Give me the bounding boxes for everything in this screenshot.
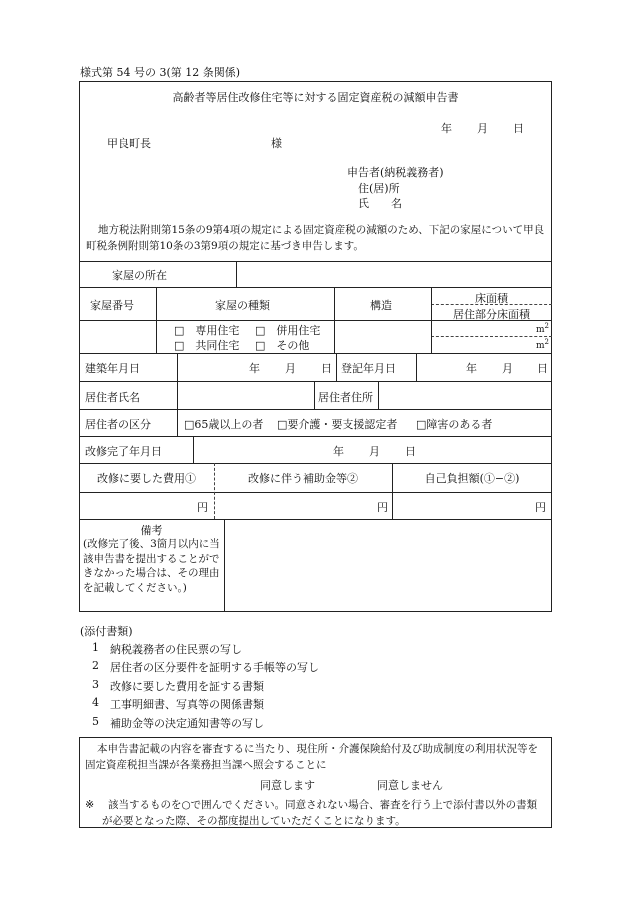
attachment-text: 納税義務者の住民票の写し: [110, 643, 242, 656]
resident-name-label: 居住者氏名: [85, 391, 140, 404]
applicant-name-label: 氏 名: [358, 197, 402, 210]
attachment-num: 1: [92, 641, 99, 654]
structure-label: 構造: [370, 299, 392, 312]
registered-date-month: 月: [502, 362, 513, 375]
consent-note: 該当するものを○で囲んでください。同意されない場合、審査を行う上で添付書以外の書類が必要となった際、その都度提出していただくことになります。: [102, 799, 538, 827]
cost-label: 改修に要した費用①: [97, 472, 196, 485]
date-month: 月: [477, 122, 488, 135]
checkbox-shared-residence[interactable]: □ 共同住宅: [174, 339, 240, 352]
attachment-num: 2: [92, 659, 99, 672]
consent-disagree-option[interactable]: 同意しません: [377, 779, 443, 792]
attachment-num: 3: [92, 678, 99, 691]
attachment-text: 工事明細書、写真等の関係書類: [110, 698, 264, 711]
attachment-text: 居住者の区分要件を証明する手帳等の写し: [110, 661, 319, 674]
cost-yen: 円: [197, 501, 208, 514]
subsidy-label: 改修に伴う補助金等②: [248, 472, 358, 485]
residential-area-label: 居住部分床面積: [453, 308, 530, 321]
self-burden-label: 自己負担額(①−②): [424, 472, 520, 485]
checkbox-exclusive-residence[interactable]: □ 専用住宅: [174, 324, 240, 337]
attachment-num: 4: [92, 696, 99, 709]
registered-date-label: 登記年月日: [341, 362, 396, 375]
remarks-title: 備考: [140, 524, 163, 537]
renovation-date-year: 年: [333, 445, 344, 458]
addressee-honorific: 様: [271, 137, 282, 150]
checkbox-other-residence[interactable]: □ その他: [255, 339, 310, 352]
built-date-day: 日: [321, 362, 332, 375]
remarks-note: (改修完了後、3箇月以内に当該申告書を提出することができなかった場合は、その理由を記載してください。): [83, 538, 220, 594]
renovation-date-month: 月: [369, 445, 380, 458]
built-date-month: 月: [285, 362, 296, 375]
addressee-name: 甲良町長: [107, 137, 151, 150]
house-number-label: 家屋番号: [90, 299, 134, 312]
statement-text: 地方税法附則第15条の9第4項の規定による固定資産税の減額のため、下記の家屋について甲良町税条例附則第10条の3第9項の規定に基づき申告します。: [86, 224, 545, 252]
location-label: 家屋の所在: [112, 269, 167, 282]
built-date-label: 建築年月日: [85, 362, 140, 375]
form-number: 様式第 54 号の 3(第 12 条関係): [80, 66, 241, 79]
residential-area-unit: $m^2$: [536, 338, 550, 351]
consent-agree-option[interactable]: 同意します: [260, 779, 315, 792]
self-burden-yen: 円: [535, 501, 546, 514]
resident-address-label: 居住者住所: [318, 391, 373, 404]
floor-area-label: 床面積: [475, 292, 508, 305]
resident-category-label: 居住者の区分: [85, 418, 151, 431]
checkbox-elderly[interactable]: □65歳以上の者: [184, 418, 264, 431]
note-mark: ※: [85, 798, 95, 811]
checkbox-disabled[interactable]: □障害のある者: [416, 418, 493, 431]
date-day: 日: [513, 122, 524, 135]
applicant-address-label: 住(居)所: [358, 182, 400, 195]
checkbox-combined-residence[interactable]: □ 併用住宅: [255, 324, 321, 337]
house-type-label: 家屋の種類: [215, 299, 270, 312]
attachments-title: (添付書類): [80, 625, 133, 638]
form-title: 高齢者等居住改修住宅等に対する固定資産税の減額申告書: [172, 91, 459, 104]
consent-text: 本申告書記載の内容を審査するに当たり、現住所・介護保険給付及び助成制度の利用状況等を固定資産税担当課が各業務担当課へ照会することに: [85, 743, 538, 771]
renovation-date-day: 日: [405, 445, 416, 458]
built-date-year: 年: [249, 362, 260, 375]
date-year: 年: [441, 122, 452, 135]
checkbox-care-certified[interactable]: □要介護・要支援認定者: [277, 418, 398, 431]
subsidy-yen: 円: [377, 501, 388, 514]
applicant-label: 申告者(納税義務者): [347, 166, 444, 179]
attachment-num: 5: [92, 715, 99, 728]
registered-date-day: 日: [537, 362, 548, 375]
registered-date-year: 年: [466, 362, 477, 375]
renovation-date-label: 改修完了年月日: [85, 445, 162, 458]
attachment-text: 補助金等の決定通知書等の写し: [110, 717, 264, 730]
floor-area-unit: $m^2$: [536, 322, 550, 335]
attachment-text: 改修に要した費用を証する書類: [110, 680, 264, 693]
